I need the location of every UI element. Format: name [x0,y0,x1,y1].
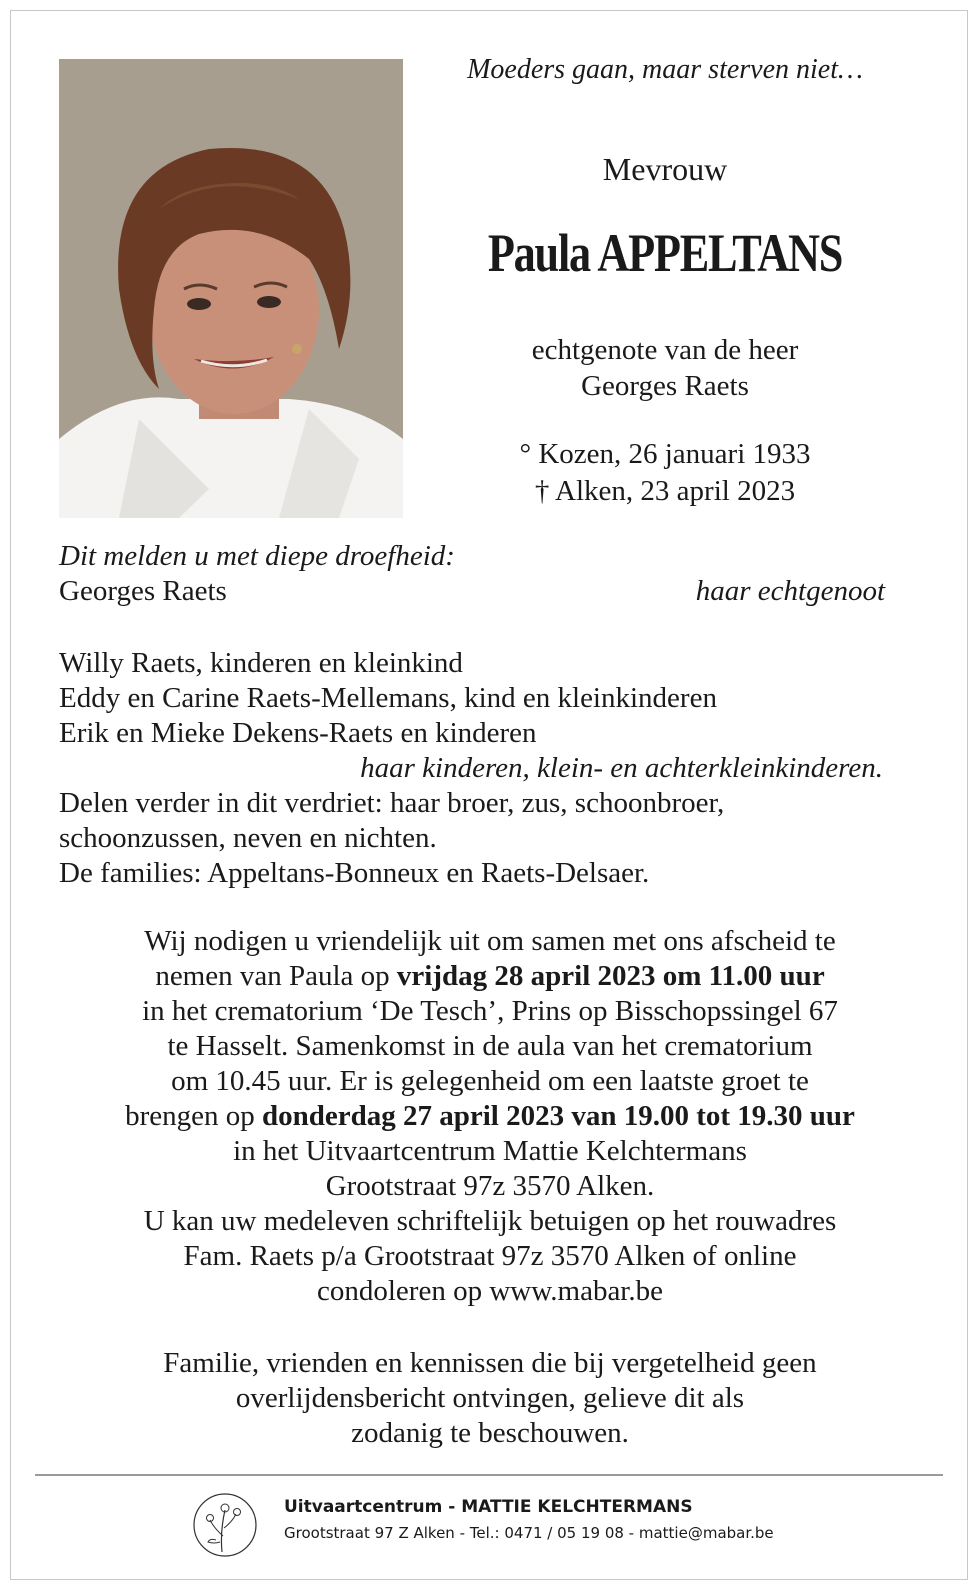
flower-logo-icon [192,1492,258,1558]
ceremony-datetime: vrijdag 28 april 2023 om 11.00 uur [396,960,825,992]
notice-line: om 10.45 uur. Er is gelegenheid om een laatste groet te [171,1065,809,1097]
footer-divider [35,1474,943,1476]
birth-date: ° Kozen, 26 januari 1933 [519,438,811,470]
notice-line: te Hasselt. Samenkomst in de aula van het crematorium [167,1030,813,1062]
spouse-block [430,332,900,404]
visitation-datetime: donderdag 27 april 2023 van 19.00 tot 19.30 uur [261,1100,855,1132]
dates-block [430,436,900,510]
list-item: Erik en Mieke Dekens-Raets en kinderen [59,717,537,749]
husband-name: Georges Raets [59,575,227,607]
notice-line: Wij nodigen u vriendelijk uit om samen met ons afscheid te [144,925,836,957]
family-list [59,646,899,891]
closing-line: Familie, vrienden en kennissen die bij vergetelheid geen [163,1347,817,1379]
death-date: † Alken, 23 april 2023 [534,475,796,507]
intro-line: Dit melden u met diepe droefheid: [59,540,455,572]
notice-line: U kan uw medeleven schriftelijk betuigen op het rouwadres [143,1205,837,1237]
spouse-line: echtgenote van de heer [531,334,799,366]
funeral-notice [40,924,940,1309]
funeral-home-address: Grootstraat 97 Z Alken - Tel.: 0471 / 05 19 08 - mattie@mabar.be [284,1524,774,1542]
funeral-home-name: Uitvaartcentrum - MATTIE KELCHTERMANS [284,1497,693,1517]
closing-line: overlijdensbericht ontvingen, gelieve dit als [235,1382,745,1414]
notice-line: in het crematorium ‘De Tesch’, Prins op Bisschopssingel 67 [142,995,838,1027]
notice-line: condoleren op www.mabar.be [316,1275,663,1307]
husband-row [59,574,899,609]
notice-text: brengen op [125,1100,262,1132]
list-item: De families: Appeltans-Bonneux en Raets-Delsaer. [59,857,650,889]
list-item: Eddy en Carine Raets-Mellemans, kind en kleinkinderen [59,682,717,714]
motto: Moeders gaan, maar sterven niet… [467,54,863,85]
notice-line [40,959,940,994]
list-item: schoonzussen, neven en nichten. [59,822,437,854]
list-item: Delen verder in dit verdriet: haar broer, zus, schoonbroer, [59,787,725,819]
notice-line: in het Uitvaartcentrum Mattie Kelchtermans [233,1135,747,1167]
salutation: Mevrouw [602,151,728,187]
children-relation: haar kinderen, klein- en achterkleinkinderen. [360,752,883,784]
notice-text: nemen van Paula op [155,960,397,992]
notice-line [40,1099,940,1134]
notice-line: Grootstraat 97z 3570 Alken. [325,1170,655,1202]
list-item: Willy Raets, kinderen en kleinkind [59,647,463,679]
spouse-name: Georges Raets [581,370,749,402]
notice-line: Fam. Raets p/a Grootstraat 97z 3570 Alken of online [183,1240,797,1272]
portrait-photo [59,59,403,518]
deceased-name: Paula APPELTANS [487,223,843,283]
closing-note [40,1346,940,1451]
husband-relation: haar echtgenoot [695,575,885,607]
closing-line: zodanig te beschouwen. [351,1417,629,1449]
